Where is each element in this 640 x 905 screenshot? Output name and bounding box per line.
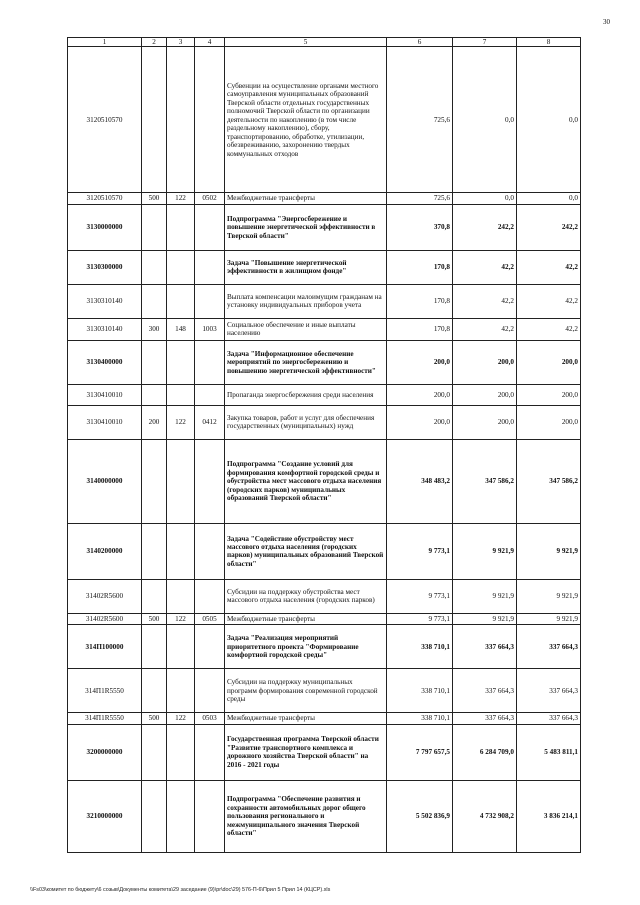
name-cell: Пропаганда энергосбережения среди населения (225, 384, 387, 405)
table-row (68, 193, 581, 204)
amount-2020-cell: 4 732 908,2 (453, 780, 517, 852)
ved-cell (142, 204, 167, 250)
subsection-cell (195, 47, 225, 193)
amount-2019-cell: 725,6 (387, 193, 453, 204)
amount-2019-cell: 348 483,2 (387, 439, 453, 523)
table-row (68, 204, 581, 250)
amount-2021-cell: 42,2 (517, 318, 581, 340)
name-cell: Межбюджетные трансферты (225, 613, 387, 624)
subsection-cell (195, 625, 225, 669)
section-cell: 122 (167, 613, 195, 624)
code-cell: 314П100000 (68, 625, 142, 669)
table-row (68, 669, 581, 713)
amount-2021-cell: 200,0 (517, 405, 581, 439)
amount-2019-cell: 170,8 (387, 284, 453, 318)
subsection-cell (195, 439, 225, 523)
subsection-cell (195, 384, 225, 405)
name-cell: Субсидии на поддержку обустройства мест массового отдыха населения (городских парков) (225, 579, 387, 613)
name-cell: Выплата компенсации малоимущим гражданам на установку индивидуальных приборов учета (225, 284, 387, 318)
header-cell: 6 (387, 38, 453, 47)
section-cell: 122 (167, 193, 195, 204)
name-cell: Субвенции на осуществление органами местного самоуправления муниципальных образований Тверской области отдельных государственных полномочий Тверской области по организации деятельности по накоплению (в том числе раздельному накоплению), сбору, транспортированию, обработке, утилизации, обезвреживанию, захоронению твердых коммунальных отходов (225, 47, 387, 193)
amount-2019-cell: 338 710,1 (387, 713, 453, 724)
subsection-cell: 0503 (195, 713, 225, 724)
code-cell: 3130000000 (68, 204, 142, 250)
amount-2019-cell: 200,0 (387, 340, 453, 384)
amount-2019-cell: 170,8 (387, 250, 453, 284)
subsection-cell: 0502 (195, 193, 225, 204)
name-cell: Государственная программа Тверской области "Развитие транспортного комплекса и дорожного хозяйства Тверской области" на 2016 - 2021 годы (225, 724, 387, 780)
ved-cell (142, 340, 167, 384)
section-cell: 148 (167, 318, 195, 340)
code-cell: 314П1R5550 (68, 713, 142, 724)
budget-table (67, 37, 581, 853)
amount-2020-cell: 0,0 (453, 193, 517, 204)
subsection-cell: 0412 (195, 405, 225, 439)
section-cell (167, 780, 195, 852)
table-row (68, 724, 581, 780)
ved-cell (142, 780, 167, 852)
code-cell: 3130410010 (68, 405, 142, 439)
amount-2021-cell: 242,2 (517, 204, 581, 250)
name-cell: Задача "Содействие обустройству мест массового отдыха населения (городских парков) муниципальных образований Тверской области" (225, 523, 387, 579)
name-cell: Субсидии на поддержку муниципальных программ формирования современной городской среды (225, 669, 387, 713)
subsection-cell: 1003 (195, 318, 225, 340)
amount-2019-cell: 7 797 657,5 (387, 724, 453, 780)
amount-2021-cell: 337 664,3 (517, 669, 581, 713)
table-row (68, 523, 581, 579)
ved-cell: 500 (142, 613, 167, 624)
name-cell: Закупка товаров, работ и услуг для обеспечения государственных (муниципальных) нужд (225, 405, 387, 439)
file-path-footer: \\Fs03\комитет по бюджету\6 созыв\Документы комитета\29 заседание (9)\pr\doc\29) 576-П-6\Прил 5 Прил 14 (КЦСР).xls (30, 887, 331, 893)
amount-2020-cell: 337 664,3 (453, 713, 517, 724)
amount-2021-cell: 9 921,9 (517, 579, 581, 613)
amount-2020-cell: 9 921,9 (453, 613, 517, 624)
subsection-cell (195, 780, 225, 852)
header-cell: 3 (167, 38, 195, 47)
table-row (68, 284, 581, 318)
amount-2020-cell: 200,0 (453, 384, 517, 405)
code-cell: 3130400000 (68, 340, 142, 384)
code-cell: 3130310140 (68, 284, 142, 318)
name-cell: Подпрограмма "Создание условий для формирования комфортной городской среды и обустройства мест массового отдыха населения (городских парков) муниципальных образований Тверской области" (225, 439, 387, 523)
section-cell (167, 47, 195, 193)
name-cell: Подпрограмма "Энергосбережение и повышение энергетической эффективности в Тверской области" (225, 204, 387, 250)
header-cell: 7 (453, 38, 517, 47)
amount-2020-cell: 0,0 (453, 47, 517, 193)
section-cell (167, 384, 195, 405)
amount-2019-cell: 9 773,1 (387, 523, 453, 579)
amount-2020-cell: 9 921,9 (453, 579, 517, 613)
header-cell: 8 (517, 38, 581, 47)
ved-cell (142, 724, 167, 780)
amount-2019-cell: 200,0 (387, 384, 453, 405)
ved-cell (142, 47, 167, 193)
subsection-cell (195, 724, 225, 780)
ved-cell (142, 523, 167, 579)
table-row (68, 713, 581, 724)
amount-2020-cell: 200,0 (453, 340, 517, 384)
subsection-cell: 0505 (195, 613, 225, 624)
table-row (68, 340, 581, 384)
name-cell: Задача "Реализация мероприятий приоритетного проекта "Формирование комфортной городской среды" (225, 625, 387, 669)
code-cell: 3120510570 (68, 193, 142, 204)
name-cell: Задача "Информационное обеспечение мероприятий по энергосбережению и повышению энергетической эффективности" (225, 340, 387, 384)
table-row (68, 318, 581, 340)
ved-cell (142, 250, 167, 284)
section-cell (167, 250, 195, 284)
subsection-cell (195, 669, 225, 713)
section-cell (167, 439, 195, 523)
table-row (68, 625, 581, 669)
code-cell: 31402R5600 (68, 613, 142, 624)
amount-2021-cell: 42,2 (517, 284, 581, 318)
amount-2019-cell: 5 502 836,9 (387, 780, 453, 852)
ved-cell: 300 (142, 318, 167, 340)
section-cell: 122 (167, 405, 195, 439)
ved-cell (142, 439, 167, 523)
section-cell (167, 284, 195, 318)
code-cell: 3200000000 (68, 724, 142, 780)
amount-2019-cell: 170,8 (387, 318, 453, 340)
header-cell: 4 (195, 38, 225, 47)
ved-cell (142, 284, 167, 318)
code-cell: 314П1R5550 (68, 669, 142, 713)
amount-2019-cell: 370,8 (387, 204, 453, 250)
amount-2020-cell: 9 921,9 (453, 523, 517, 579)
amount-2021-cell: 337 664,3 (517, 713, 581, 724)
code-cell: 3120510570 (68, 47, 142, 193)
amount-2020-cell: 200,0 (453, 405, 517, 439)
amount-2020-cell: 42,2 (453, 250, 517, 284)
amount-2021-cell: 337 664,3 (517, 625, 581, 669)
subsection-cell (195, 579, 225, 613)
table-row (68, 384, 581, 405)
table-row (68, 579, 581, 613)
code-cell: 3140000000 (68, 439, 142, 523)
code-cell: 3130410010 (68, 384, 142, 405)
name-cell: Подпрограмма "Обеспечение развития и сохранности автомобильных дорог общего пользования регионального и межмуниципального значения Тверской области" (225, 780, 387, 852)
page-number: 30 (603, 18, 610, 26)
name-cell: Задача "Повышение энергетической эффективности в жилищном фонде" (225, 250, 387, 284)
amount-2021-cell: 0,0 (517, 47, 581, 193)
amount-2019-cell: 338 710,1 (387, 625, 453, 669)
ved-cell (142, 579, 167, 613)
amount-2019-cell: 200,0 (387, 405, 453, 439)
section-cell (167, 724, 195, 780)
code-cell: 31402R5600 (68, 579, 142, 613)
amount-2021-cell: 5 483 811,1 (517, 724, 581, 780)
code-cell: 3130300000 (68, 250, 142, 284)
ved-cell: 200 (142, 405, 167, 439)
ved-cell: 500 (142, 193, 167, 204)
amount-2019-cell: 725,6 (387, 47, 453, 193)
section-cell (167, 579, 195, 613)
amount-2020-cell: 337 664,3 (453, 669, 517, 713)
amount-2020-cell: 347 586,2 (453, 439, 517, 523)
amount-2019-cell: 9 773,1 (387, 579, 453, 613)
subsection-cell (195, 250, 225, 284)
section-cell (167, 523, 195, 579)
amount-2020-cell: 42,2 (453, 284, 517, 318)
table-header-row (68, 38, 581, 47)
code-cell: 3210000000 (68, 780, 142, 852)
ved-cell: 500 (142, 713, 167, 724)
name-cell: Межбюджетные трансферты (225, 193, 387, 204)
amount-2021-cell: 9 921,9 (517, 613, 581, 624)
amount-2019-cell: 9 773,1 (387, 613, 453, 624)
amount-2021-cell: 42,2 (517, 250, 581, 284)
ved-cell (142, 669, 167, 713)
section-cell (167, 669, 195, 713)
header-cell: 1 (68, 38, 142, 47)
section-cell (167, 340, 195, 384)
table-row (68, 250, 581, 284)
amount-2021-cell: 3 836 214,1 (517, 780, 581, 852)
subsection-cell (195, 340, 225, 384)
amount-2021-cell: 347 586,2 (517, 439, 581, 523)
table-row (68, 405, 581, 439)
amount-2020-cell: 6 284 709,0 (453, 724, 517, 780)
code-cell: 3130310140 (68, 318, 142, 340)
name-cell: Социальное обеспечение и иные выплаты населению (225, 318, 387, 340)
amount-2021-cell: 200,0 (517, 340, 581, 384)
name-cell: Межбюджетные трансферты (225, 713, 387, 724)
amount-2020-cell: 242,2 (453, 204, 517, 250)
subsection-cell (195, 204, 225, 250)
subsection-cell (195, 523, 225, 579)
subsection-cell (195, 284, 225, 318)
amount-2021-cell: 9 921,9 (517, 523, 581, 579)
table-row (68, 47, 581, 193)
ved-cell (142, 384, 167, 405)
ved-cell (142, 625, 167, 669)
code-cell: 3140200000 (68, 523, 142, 579)
amount-2019-cell: 338 710,1 (387, 669, 453, 713)
amount-2020-cell: 337 664,3 (453, 625, 517, 669)
table-row (68, 613, 581, 624)
amount-2021-cell: 200,0 (517, 384, 581, 405)
header-cell: 2 (142, 38, 167, 47)
section-cell: 122 (167, 713, 195, 724)
table-row (68, 780, 581, 852)
amount-2020-cell: 42,2 (453, 318, 517, 340)
section-cell (167, 204, 195, 250)
section-cell (167, 625, 195, 669)
header-cell: 5 (225, 38, 387, 47)
table-row (68, 439, 581, 523)
amount-2021-cell: 0,0 (517, 193, 581, 204)
